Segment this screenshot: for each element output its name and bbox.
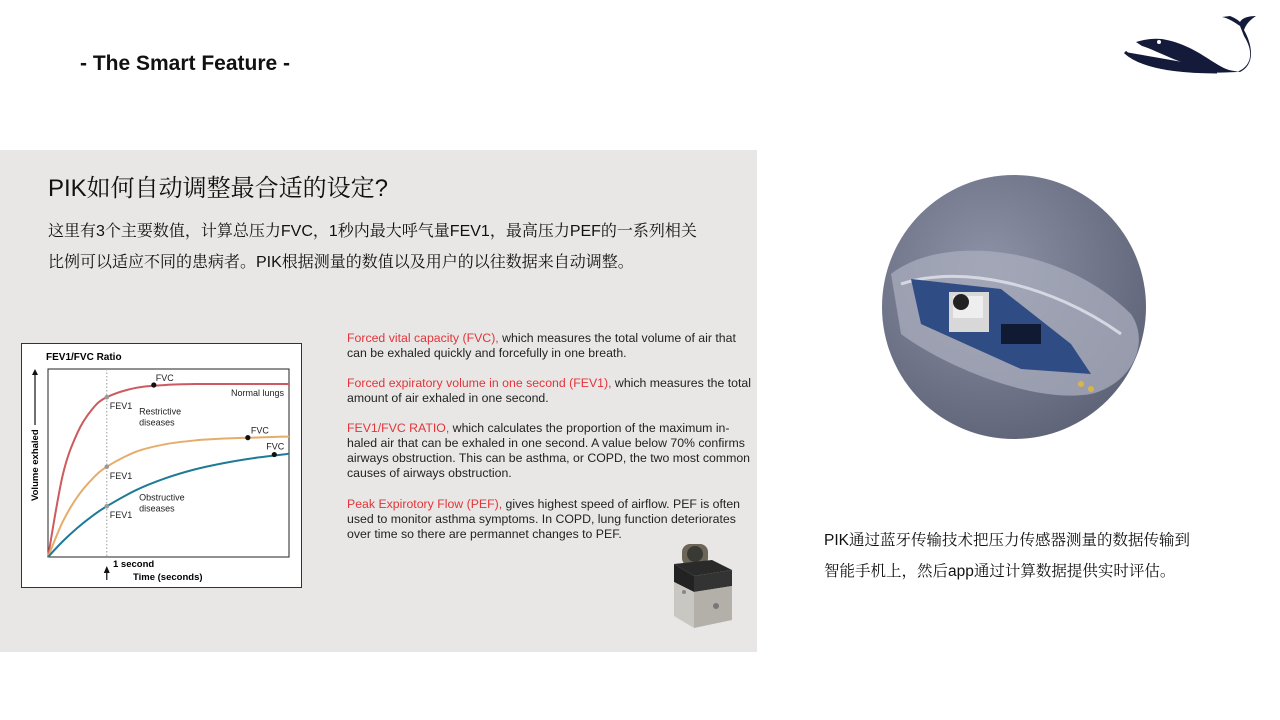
- definition-term: FEV1/FVC RATIO,: [347, 421, 450, 435]
- fev1-label: FEV1: [109, 470, 133, 481]
- y-arrow-head: [32, 369, 38, 375]
- series-label: diseases: [139, 503, 175, 514]
- definition-ratio: [347, 421, 759, 481]
- series-label: diseases: [139, 417, 175, 428]
- pressure-sensor-image: [668, 542, 738, 634]
- fvc-label: FVC: [155, 372, 174, 383]
- x-marker-label: 1 second: [113, 559, 155, 570]
- body-line: 比例可以适应不同的患病者。PIK根据测量的数值以及用户的以往数据来自动调整。: [48, 254, 634, 271]
- description-line: 智能手机上，然后app通过计算数据提供实时评估。: [824, 563, 1176, 580]
- pik-device-image: [881, 174, 1147, 445]
- series-label: Obstructive: [139, 492, 185, 503]
- definition-pef: [347, 497, 759, 542]
- series-label: Restrictive: [139, 406, 182, 417]
- whale-logo-icon: [1122, 14, 1262, 81]
- definition-term: Peak Expirotory Flow (PEF),: [347, 497, 503, 511]
- fev1-point: [104, 504, 109, 509]
- fvc-point: [151, 382, 156, 387]
- headline: PIK如何自动调整最合适的设定?: [48, 175, 389, 202]
- definition-fev1: [347, 376, 759, 406]
- x-marker-arrow: [104, 566, 110, 580]
- fev1-label: FEV1: [109, 510, 133, 521]
- description-line: PIK通过蓝牙传输技术把压力传感器测量的数据传输到: [824, 532, 1190, 549]
- fev1-fvc-chart: [21, 343, 302, 588]
- y-axis-label: Volume exhaled: [30, 429, 41, 501]
- fev1-point: [104, 464, 109, 469]
- chart-title: FEV1/FVC Ratio: [46, 352, 122, 363]
- fev1-label: FEV1: [109, 401, 133, 412]
- definition-text: which measures the total amount of air exhaled in one second.: [347, 376, 751, 405]
- definition-term: Forced expiratory volume in one second (FEV1),: [347, 376, 612, 390]
- definition-term: Forced vital capacity (FVC),: [347, 331, 499, 345]
- fev1-point: [104, 395, 109, 400]
- fvc-label: FVC: [250, 425, 269, 436]
- definition-text: gives highest speed of airflow. PEF is often used to monitor asthma symptoms. In COPD, lung function deteriorates over time so there are permannet changes to PEF.: [347, 497, 740, 541]
- slide-title: - The Smart Feature -: [80, 52, 291, 75]
- definition-fvc: [347, 331, 759, 361]
- body-line: 这里有3个主要数值，计算总压力FVC，1秒内最大呼气量FEV1，最高压力PEF的一系列相关: [48, 223, 697, 240]
- fvc-point: [272, 452, 277, 457]
- definition-text: which calculates the proportion of the maximum in-haled air that can be exhaled in one second. A value below 70% confirms airways obstruction. This can be asthma, or COPD, the two most common causes of airways obstruction.: [347, 421, 750, 480]
- x-axis-label: Time (seconds): [133, 572, 203, 583]
- definition-text: which measures the total volume of air that can be exhaled quickly and forcefully in one breath.: [347, 331, 736, 360]
- fvc-point: [245, 435, 250, 440]
- series-label: Normal lungs: [231, 388, 285, 399]
- fvc-label: FVC: [266, 441, 285, 452]
